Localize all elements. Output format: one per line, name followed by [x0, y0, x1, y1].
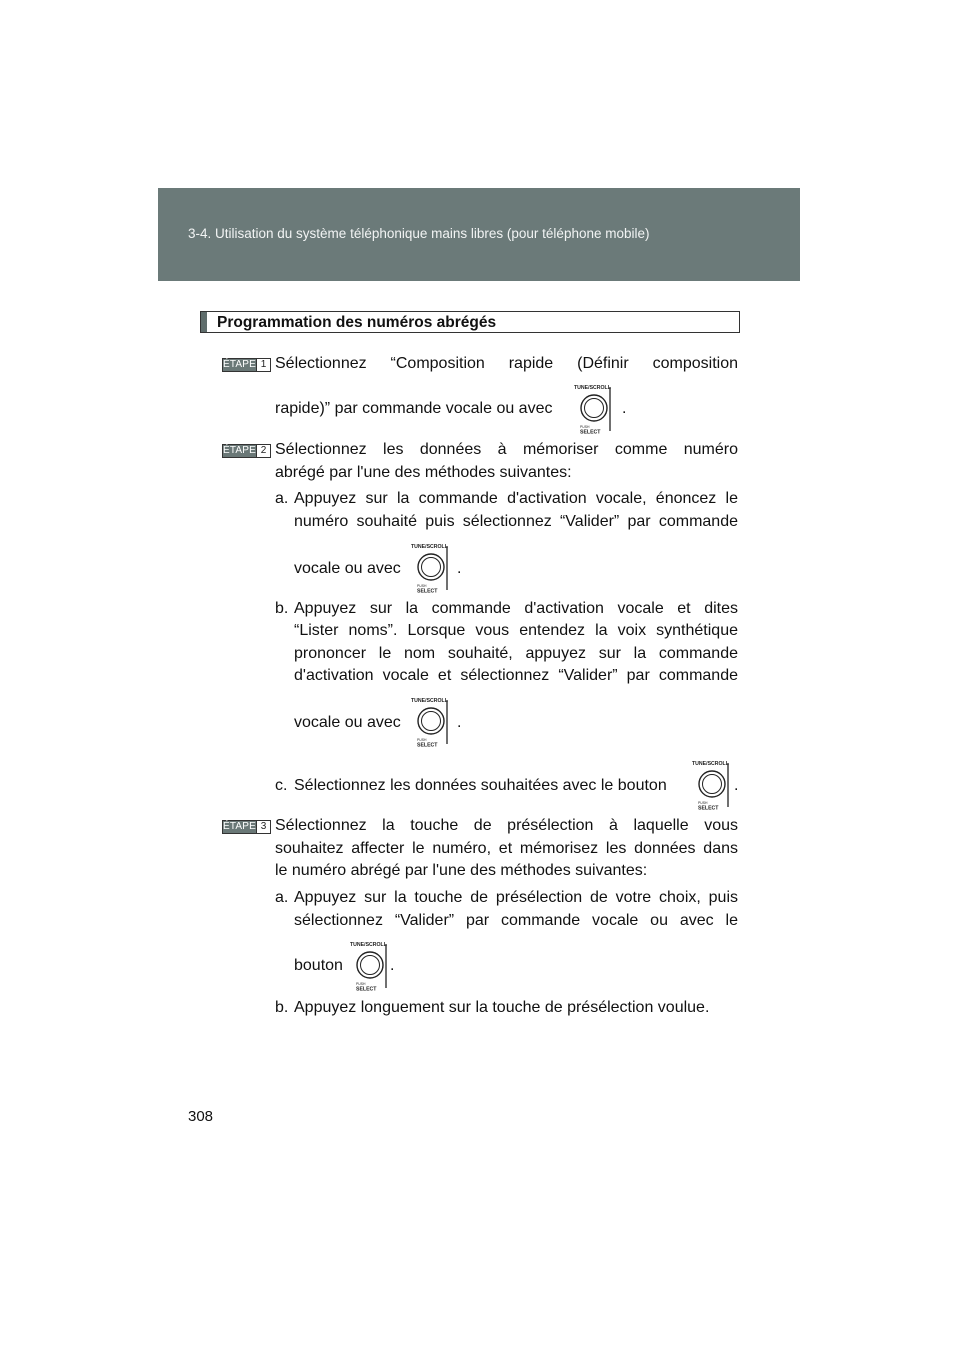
tune-scroll-select-knob-icon	[690, 757, 739, 813]
section-heading-text: Programmation des numéros abrégés	[217, 314, 497, 331]
tune-scroll-select-knob-svg	[572, 381, 618, 437]
option-2b-period: .	[457, 714, 462, 731]
step-label: ÉTAPE	[223, 821, 257, 832]
step-3-tag	[222, 820, 271, 834]
option-3a-period: .	[390, 957, 395, 974]
chapter-header	[158, 188, 800, 281]
option-2a-label: a.	[275, 490, 289, 507]
svg-text:TUNE/SCROLL: TUNE/SCROLL	[692, 761, 729, 767]
tune-scroll-select-knob-icon	[409, 694, 455, 750]
option-2b-line-3: prononcer le nom souhaité, appuyez sur la commande	[294, 645, 738, 662]
svg-text:TUNE/SCROLL: TUNE/SCROLL	[411, 698, 448, 704]
option-3b-label: b.	[275, 999, 289, 1016]
section-heading-bar	[201, 312, 207, 332]
svg-text:SELECT: SELECT	[356, 986, 377, 993]
step-3-line-2: souhaitez affecter le numéro, et mémorisez les données dans	[275, 840, 738, 857]
option-2b-line-1: Appuyez sur la commande d'activation vocale et dites	[294, 600, 738, 617]
svg-text:SELECT: SELECT	[580, 429, 601, 436]
step-1-line-2: rapide)” par commande vocale ou avec	[275, 400, 553, 417]
step-label: ÉTAPE	[223, 445, 257, 456]
step-number: 2	[256, 445, 270, 457]
step-3-line-3: le numéro abrégé par l'une des méthodes suivantes:	[275, 862, 648, 879]
svg-text:SELECT: SELECT	[417, 588, 438, 595]
step-number: 1	[256, 359, 270, 371]
step-2-tag	[222, 444, 271, 458]
step-label: ÉTAPE	[223, 359, 257, 370]
svg-text:SELECT: SELECT	[698, 805, 719, 812]
option-2a-line-2: numéro souhaité puis sélectionnez “Valider” par commande	[294, 513, 738, 530]
option-2a-period: .	[457, 560, 462, 577]
step-1-line-1: Sélectionnez “Composition rapide (Définir composition	[275, 355, 738, 372]
svg-text:PUSH: PUSH	[698, 801, 708, 805]
step-1-tag	[222, 358, 271, 372]
svg-text:PUSH: PUSH	[417, 584, 427, 588]
option-2b-line-5: vocale ou avec	[294, 714, 401, 731]
step-number: 3	[256, 821, 270, 833]
tune-scroll-select-knob-icon	[572, 381, 618, 437]
step-2-line-1: Sélectionnez les données à mémoriser comme numéro	[275, 441, 738, 458]
svg-text:SELECT: SELECT	[417, 742, 438, 749]
option-3a-line-2: sélectionnez “Valider” par commande vocale ou avec le	[294, 912, 738, 929]
chapter-title: 3-4. Utilisation du système téléphonique mains libres (pour téléphone mobile)	[188, 226, 650, 241]
option-2b-line-2: “Lister noms”. Lorsque vous entendez la voix synthétique	[294, 622, 738, 639]
step-1-period: .	[622, 400, 627, 417]
svg-text:TUNE/SCROLL: TUNE/SCROLL	[350, 942, 387, 948]
step-3-line-1: Sélectionnez la touche de présélection à laquelle vous	[275, 817, 738, 834]
option-3a-label: a.	[275, 889, 289, 906]
svg-text:PUSH: PUSH	[356, 982, 366, 986]
option-2b-label: b.	[275, 600, 289, 617]
option-2a-line-1: Appuyez sur la commande d'activation vocale, énoncez le	[294, 490, 738, 507]
section-heading	[200, 311, 740, 333]
page-number: 308	[188, 1108, 214, 1125]
tune-scroll-select-knob-svg	[409, 694, 455, 750]
tune-scroll-select-knob-icon	[348, 938, 394, 994]
option-3b-line-1: Appuyez longuement sur la touche de présélection voulue.	[294, 999, 710, 1016]
tune-scroll-select-knob-icon	[409, 540, 455, 596]
svg-text:PUSH: PUSH	[580, 425, 590, 429]
tune-scroll-select-knob-svg	[348, 938, 394, 994]
option-2b-line-4: d'activation vocale et sélectionnez “Valider” par commande	[294, 667, 738, 684]
option-2c-line-1: Sélectionnez les données souhaitées avec le bouton	[294, 777, 667, 794]
option-3a-line-3: bouton	[294, 957, 343, 974]
svg-text:TUNE/SCROLL: TUNE/SCROLL	[411, 544, 448, 550]
svg-text:TUNE/SCROLL: TUNE/SCROLL	[574, 385, 611, 391]
option-2c-period: .	[734, 777, 739, 794]
tune-scroll-select-knob-svg	[409, 540, 455, 596]
option-2c-label: c.	[275, 777, 288, 794]
step-2-line-2: abrégé par l'une des méthodes suivantes:	[275, 464, 572, 481]
tune-scroll-select-knob-svg	[690, 757, 739, 813]
option-2a-line-3: vocale ou avec	[294, 560, 401, 577]
option-3a-line-1: Appuyez sur la touche de présélection de votre choix, puis	[294, 889, 738, 906]
svg-text:PUSH: PUSH	[417, 738, 427, 742]
